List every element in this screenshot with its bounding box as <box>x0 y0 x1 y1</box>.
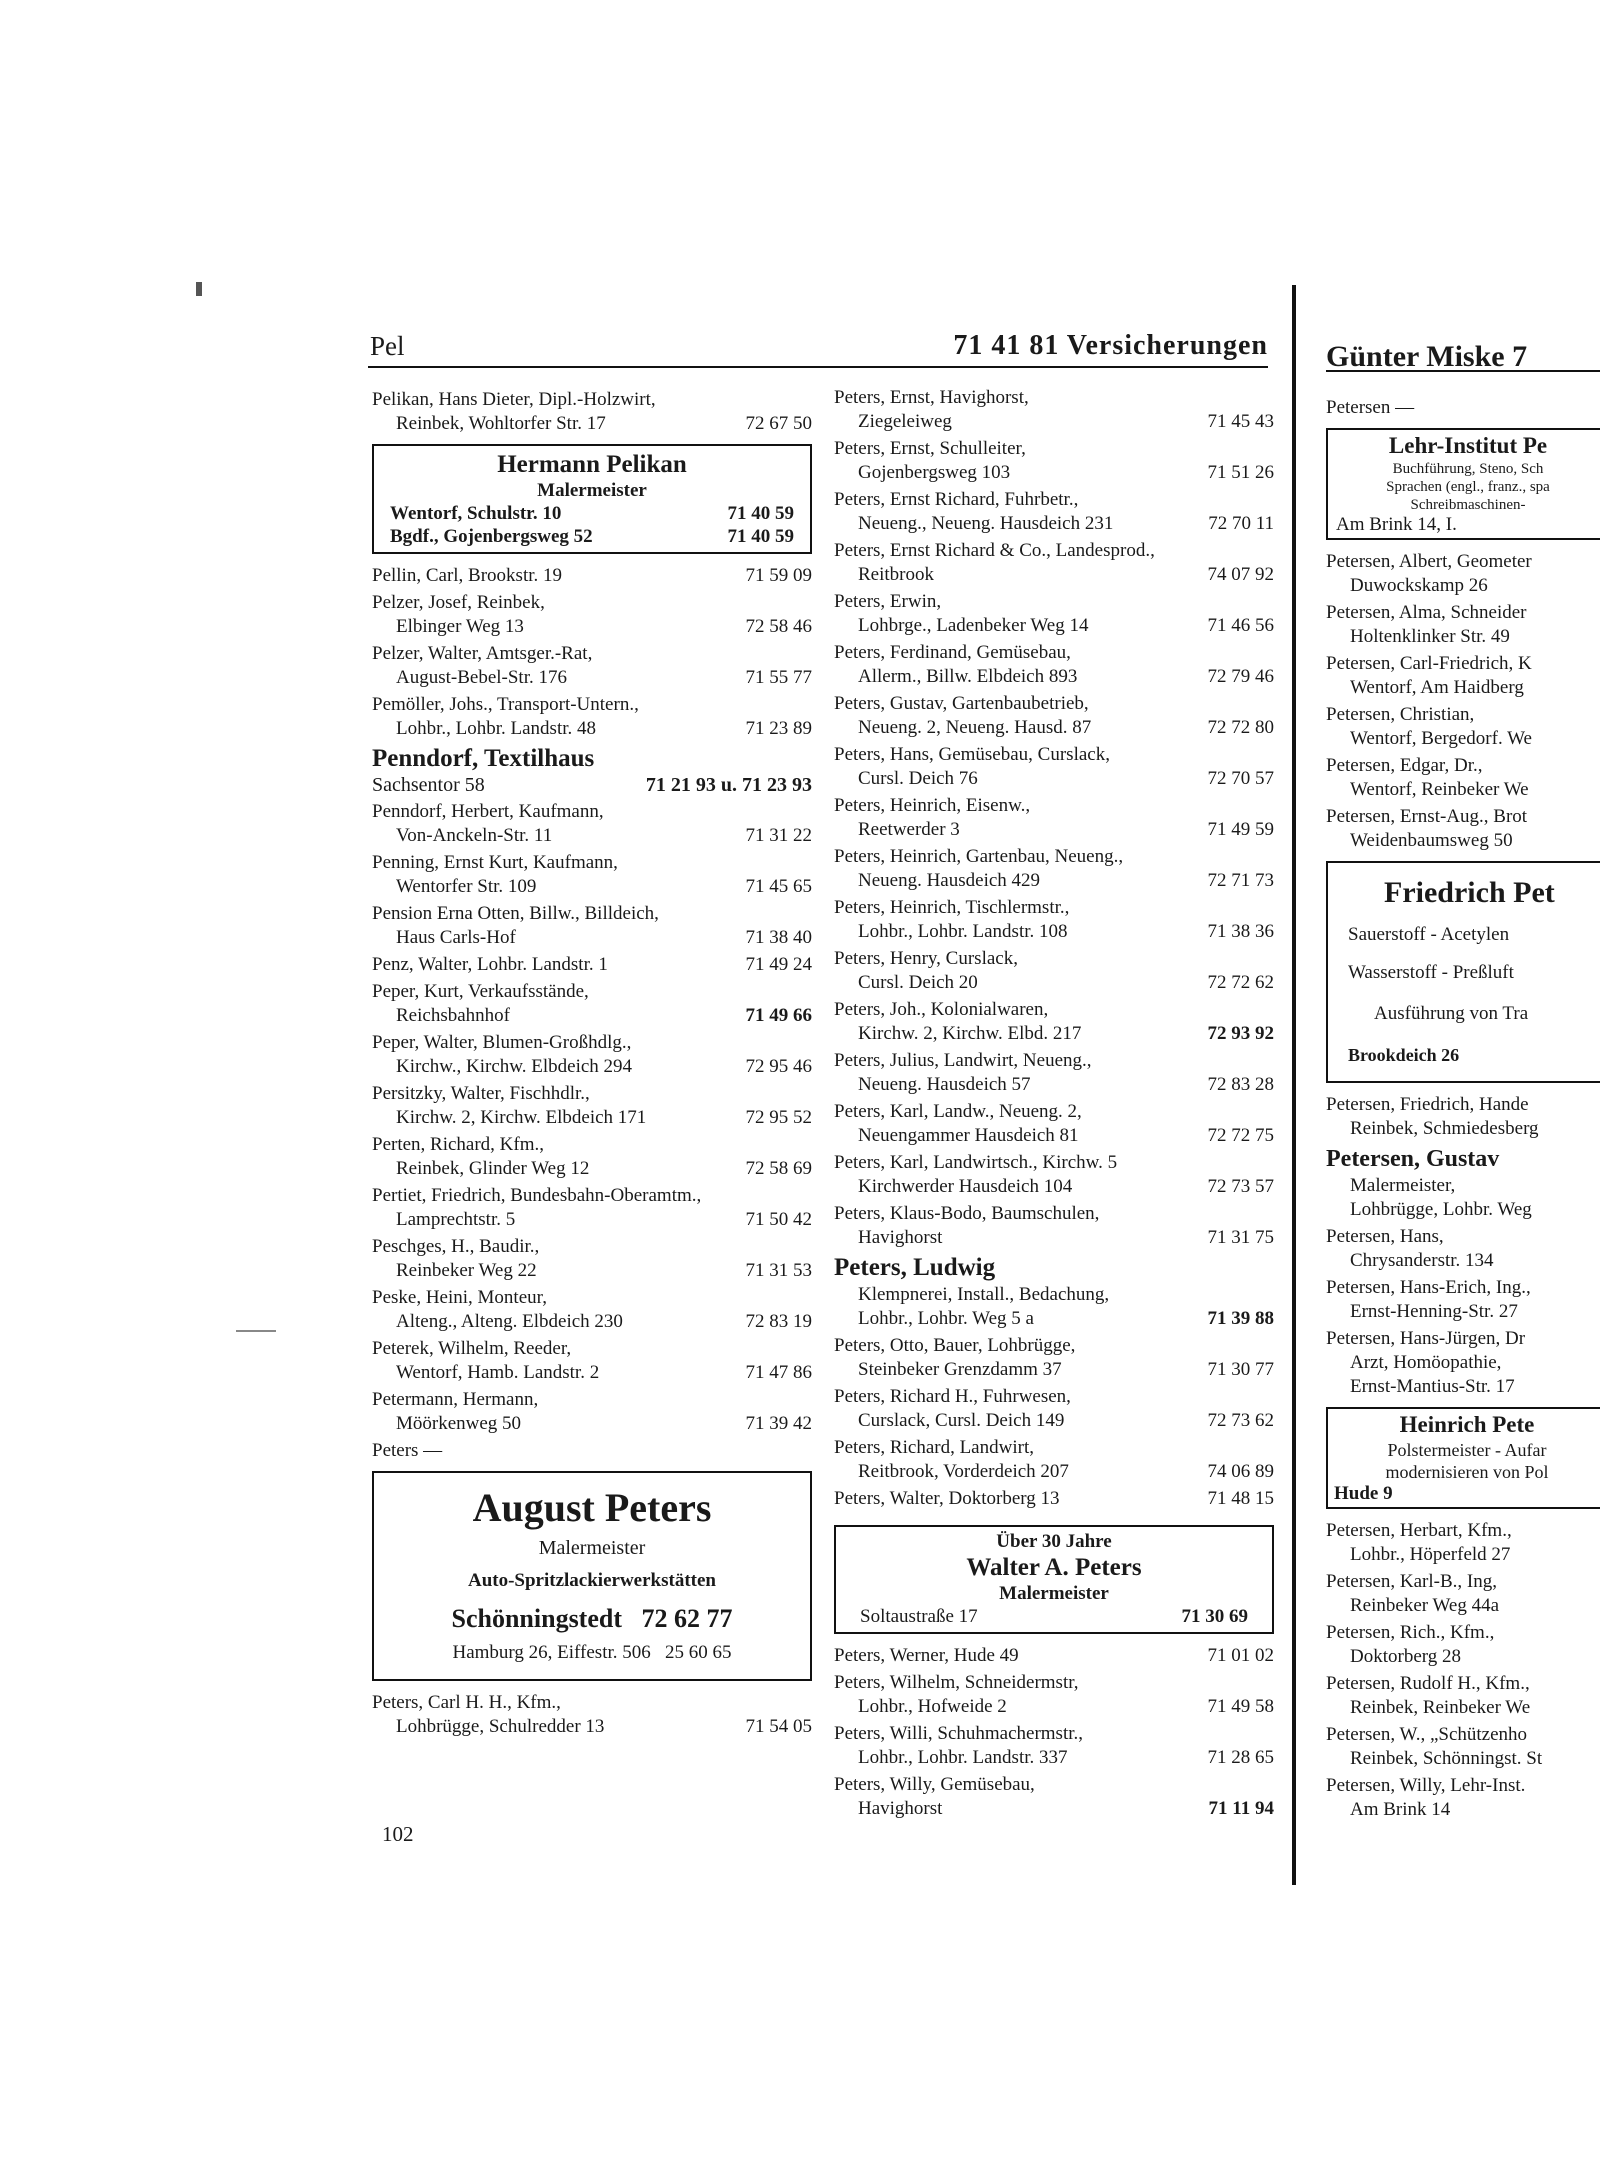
list-item: Pension Erna Otten, Billw., Billdeich, Haus Carls-Hof 71 38 40 <box>372 903 812 948</box>
list-item: Petersen, Hans-Jürgen, Dr Arzt, Homöopathie, <box>1326 1328 1526 1373</box>
list-item: Peters, Heinrich, Eisenw., Reetwerder 3 71 49 59 <box>834 795 1274 840</box>
list-item: Peters, Ernst Richard & Co., Landesprod., Reitbrook 74 07 92 <box>834 540 1274 585</box>
list-item: Persitzky, Walter, Fischhdlr., Kirchw. 2, Kirchw. Elbdeich 171 72 95 52 <box>372 1083 812 1128</box>
advert-address: Hamburg 26, Eiffestr. 506 25 60 65 <box>452 1642 732 1663</box>
col3-header-advert: Günter Miske 7 <box>1326 340 1600 372</box>
advert-box-friedrich <box>1326 861 1600 1083</box>
advert-line: Schreibmaschinen- <box>1410 497 1526 513</box>
list-item: Petersen, Christian, Wentorf, Bergedorf. We <box>1326 704 1532 749</box>
advert-name: August Peters <box>472 1485 712 1530</box>
list-item: Peters, Werner, Hude 49 71 01 02 <box>834 1645 1274 1666</box>
list-item: Peterek, Wilhelm, Reeder, Wentorf, Hamb. Landstr. 2 71 47 86 <box>372 1338 812 1383</box>
featured-name: Peters, Ludwig <box>834 1254 996 1281</box>
page-number: 102 <box>382 1822 414 1846</box>
featured-name: Penndorf, Textilhaus <box>372 745 595 772</box>
featured-name: Petersen, Gustav <box>1326 1146 1500 1172</box>
advert-name: Lehr-Institut Pe <box>1388 433 1548 458</box>
list-item: Petersen, Rudolf H., Kfm., Reinbek, Reinbeker We <box>1326 1673 1531 1718</box>
advert-line: Ausführung von Tra <box>1374 1003 1529 1024</box>
advert-box-walter-peters <box>834 1525 1274 1634</box>
list-item: Peters, Willy, Gemüsebau, Havighorst 71 11 94 <box>834 1774 1274 1819</box>
advert-address: Am Brink 14, I. <box>1336 514 1457 535</box>
advert-line: Auto-Spritzlackierwerkstätten <box>467 1570 716 1591</box>
list-item: Petersen, Alma, Schneider Holtenklinker Str. 49 <box>1326 602 1527 647</box>
list-item: Petersen, Carl-Friedrich, K Wentorf, Am Haidberg <box>1326 653 1532 698</box>
list-item: Peters, Joh., Kolonialwaren, Kirchw. 2, Kirchw. Elbd. 217 72 93 92 <box>834 999 1274 1044</box>
featured-entry-penndorf: Penndorf, Textilhaus Sachsentor 58 71 21 93 u. 71 23 93 <box>372 745 812 796</box>
list-item: Peper, Walter, Blumen-Großhdlg., Kirchw., Kirchw. Elbdeich 294 72 95 46 <box>372 1032 812 1077</box>
list-item: Peters, Hans, Gemüsebau, Curslack, Cursl. Deich 76 72 70 57 <box>834 744 1274 789</box>
list-item: Peters, Julius, Landwirt, Neueng., Neueng. Hausdeich 57 72 83 28 <box>834 1050 1274 1095</box>
list-item: Petersen, Hans, Chrysanderstr. 134 <box>1326 1226 1494 1271</box>
list-item: Pellin, Carl, Brookstr. 19 71 59 09 <box>372 565 812 586</box>
advert-place: Schönningstedt 72 62 77 <box>451 1604 733 1633</box>
list-item: Peters, Richard, Landwirt, Reitbrook, Vorderdeich 207 74 06 89 <box>834 1437 1274 1482</box>
list-item: Peters, Heinrich, Tischlermstr., Lohbr., Lohbr. Landstr. 108 71 38 36 <box>834 897 1274 942</box>
entry-list <box>834 386 1274 1250</box>
list-item: Penz, Walter, Lohbr. Landstr. 1 71 49 24 <box>372 954 812 975</box>
list-item: Petersen, Ernst-Aug., Brot Weidenbaumsweg 50 <box>1326 806 1528 851</box>
advert-name: Heinrich Pete <box>1399 1412 1535 1437</box>
list-item: Peters, Walter, Doktorberg 13 71 48 15 <box>834 1488 1274 1509</box>
advert-address: Hude 9 <box>1334 1483 1393 1504</box>
list-item: Petersen, Karl-B., Ing, Reinbeker Weg 44a <box>1326 1571 1500 1616</box>
advert-name: Friedrich Pet <box>1384 876 1555 909</box>
list-item: Petersen, W., „Schützenho Reinbek, Schönningst. St <box>1326 1724 1543 1769</box>
column-1 <box>372 388 812 1742</box>
advert-row: Wentorf, Schulstr. 10 71 40 59 <box>390 503 794 524</box>
entry-list <box>372 800 812 1463</box>
column-3 <box>1326 396 1600 1825</box>
scan-mark <box>196 282 202 296</box>
running-head: Pel <box>370 331 405 361</box>
advert-address: Brookdeich 26 <box>1348 1045 1460 1065</box>
list-item: Pelikan, Hans Dieter, Dipl.-Holzwirt, Reinbek, Wohltorfer Str. 17 72 67 50 <box>372 389 812 434</box>
featured-entry-gustav: Petersen, Gustav Malermeister, Lohbrügge, Lohbr. Weg <box>1326 1144 1600 1222</box>
list-item: Peters — <box>372 1440 443 1461</box>
advert-trade: Malermeister <box>537 480 647 501</box>
list-item: Petersen, Albert, Geometer Duwockskamp 26 <box>1326 551 1532 596</box>
list-item: Peters, Karl, Landwirtsch., Kirchw. 5 Kirchwerder Hausdeich 104 72 73 57 <box>834 1152 1274 1197</box>
list-item: Peters, Wilhelm, Schneidermstr, Lohbr., Hofweide 2 71 49 58 <box>834 1672 1274 1717</box>
list-item: Peters, Carl H. H., Kfm., Lohbrügge, Schulredder 13 71 54 05 <box>372 1692 812 1737</box>
list-item: Petersen, Willy, Lehr-Inst. Am Brink 14 <box>1326 1775 1526 1820</box>
entry-list <box>372 388 812 436</box>
list-item: Penning, Ernst Kurt, Kaufmann, Wentorfer Str. 109 71 45 65 <box>372 852 812 897</box>
entry-list <box>1326 550 1600 853</box>
list-item: Penndorf, Herbert, Kaufmann, Von-Anckeln-Str. 11 71 31 22 <box>372 801 812 846</box>
advert-name: Walter A. Peters <box>966 1554 1142 1581</box>
advert-row: Soltaustraße 17 71 30 69 <box>860 1606 1248 1627</box>
entry-list <box>834 1334 1274 1511</box>
list-item: Petermann, Hermann, Möörkenweg 50 71 39 42 <box>372 1389 812 1434</box>
entry-list <box>372 1691 812 1739</box>
list-item: Peters, Ernst, Schulleiter, Gojenbergsweg 103 71 51 26 <box>834 438 1274 483</box>
scan-mark <box>236 1330 276 1332</box>
list-item: Perten, Richard, Kfm., Reinbek, Glinder Weg 12 72 58 69 <box>372 1134 812 1179</box>
list-item: Peters, Ferdinand, Gemüsebau, Allerm., Billw. Elbdeich 893 72 79 46 <box>834 642 1274 687</box>
list-item: Ernst-Mantius-Str. 17 <box>1350 1376 1515 1397</box>
list-item: Peper, Kurt, Verkaufsstände, Reichsbahnhof 71 49 66 <box>372 981 812 1026</box>
entry-list <box>372 564 812 741</box>
list-item: Petersen, Edgar, Dr., Wentorf, Reinbeker We <box>1326 755 1529 800</box>
entry-list <box>1326 1519 1600 1822</box>
advert-line: modernisieren von Pol <box>1385 1462 1549 1482</box>
advert-box-august-peters <box>372 1471 812 1681</box>
list-item: Peters, Ernst Richard, Fuhrbetr., Neueng., Neueng. Hausdeich 231 72 70 11 <box>834 489 1274 534</box>
section-lead: Petersen — <box>1326 397 1415 418</box>
advert-box-lehr-institut <box>1326 428 1600 540</box>
list-item: Pelzer, Josef, Reinbek, Elbinger Weg 13 72 58 46 <box>372 592 812 637</box>
column-2 <box>834 386 1274 1824</box>
advert-box-heinrich <box>1326 1407 1600 1509</box>
advert-name: Hermann Pelikan <box>497 451 687 478</box>
list-item: Petersen, Friedrich, Hande Reinbek, Schmiedesberg <box>1326 1094 1539 1139</box>
advert-trade: Malermeister <box>999 1583 1109 1604</box>
advert-row: Bgdf., Gojenbergsweg 52 71 40 59 <box>390 526 794 547</box>
list-item: Peters, Ernst, Havighorst, Ziegeleiweg 71 45 43 <box>834 387 1274 432</box>
advert-box-pelikan <box>372 444 812 554</box>
list-item: Petersen, Herbart, Kfm., Lohbr., Höperfeld 27 <box>1326 1520 1512 1565</box>
advert-line: Sprachen (engl., franz., spa <box>1386 479 1550 495</box>
list-item: Petersen, Rich., Kfm., Doktorberg 28 <box>1326 1622 1495 1667</box>
advert-line: Buchführung, Steno, Sch <box>1392 461 1544 477</box>
list-item: Peters, Gustav, Gartenbaubetrieb, Neueng. 2, Neueng. Hausd. 87 72 72 80 <box>834 693 1274 738</box>
list-item: Peters, Heinrich, Gartenbau, Neueng., Neueng. Hausdeich 429 72 71 73 <box>834 846 1274 891</box>
list-item: Pemöller, Johs., Transport-Untern., Lohbr., Lohbr. Landstr. 48 71 23 89 <box>372 694 812 739</box>
advert-trade: Malermeister <box>538 1537 646 1559</box>
list-item: Peters, Otto, Bauer, Lohbrügge, Steinbeker Grenzdamm 37 71 30 77 <box>834 1335 1274 1380</box>
advert-line: Polstermeister - Aufar <box>1387 1440 1547 1460</box>
list-item: Peschges, H., Baudir., Reinbeker Weg 22 71 31 53 <box>372 1236 812 1281</box>
entry-list <box>834 1644 1274 1821</box>
list-item: Peters, Henry, Curslack, Cursl. Deich 20 72 72 62 <box>834 948 1274 993</box>
advert-line: Wasserstoff - Preßluft <box>1348 962 1514 983</box>
list-item: Pelzer, Walter, Amtsger.-Rat, August-Bebel-Str. 176 71 55 77 <box>372 643 812 688</box>
entry-list <box>1326 1225 1600 1399</box>
list-item: Peske, Heini, Monteur, Alteng., Alteng. Elbdeich 230 72 83 19 <box>372 1287 812 1332</box>
featured-entry-ludwig: Peters, Ludwig Klempnerei, Install., Bedachung, Lohbr., Lohbr. Weg 5 a 71 39 88 <box>834 1254 1274 1329</box>
list-item: Peters, Karl, Landw., Neueng. 2, Neuengammer Hausdeich 81 72 72 75 <box>834 1101 1274 1146</box>
header-advert: 71 41 81 Versicherungen <box>953 330 1268 361</box>
list-item: Peters, Willi, Schuhmachermstr., Lohbr., Lohbr. Landstr. 337 71 28 65 <box>834 1723 1274 1768</box>
list-item: Peters, Richard H., Fuhrwesen, Curslack, Cursl. Deich 149 72 73 62 <box>834 1386 1274 1431</box>
entry-list <box>1326 1093 1600 1141</box>
advert-line: Sauerstoff - Acetylen <box>1348 924 1510 945</box>
list-item: Petersen, Hans-Erich, Ing., Ernst-Henning-Str. 27 <box>1326 1277 1531 1322</box>
list-item: Peters, Erwin, Lohbrge., Ladenbeker Weg 14 71 46 56 <box>834 591 1274 636</box>
advert-top: Über 30 Jahre <box>996 1531 1112 1552</box>
column-divider <box>1292 285 1296 1885</box>
list-item: Pertiet, Friedrich, Bundesbahn-Oberamtm., Lamprechtstr. 5 71 50 42 <box>372 1185 812 1230</box>
list-item: Peters, Klaus-Bodo, Baumschulen, Havighorst 71 31 75 <box>834 1203 1274 1248</box>
page-header <box>368 322 1268 368</box>
